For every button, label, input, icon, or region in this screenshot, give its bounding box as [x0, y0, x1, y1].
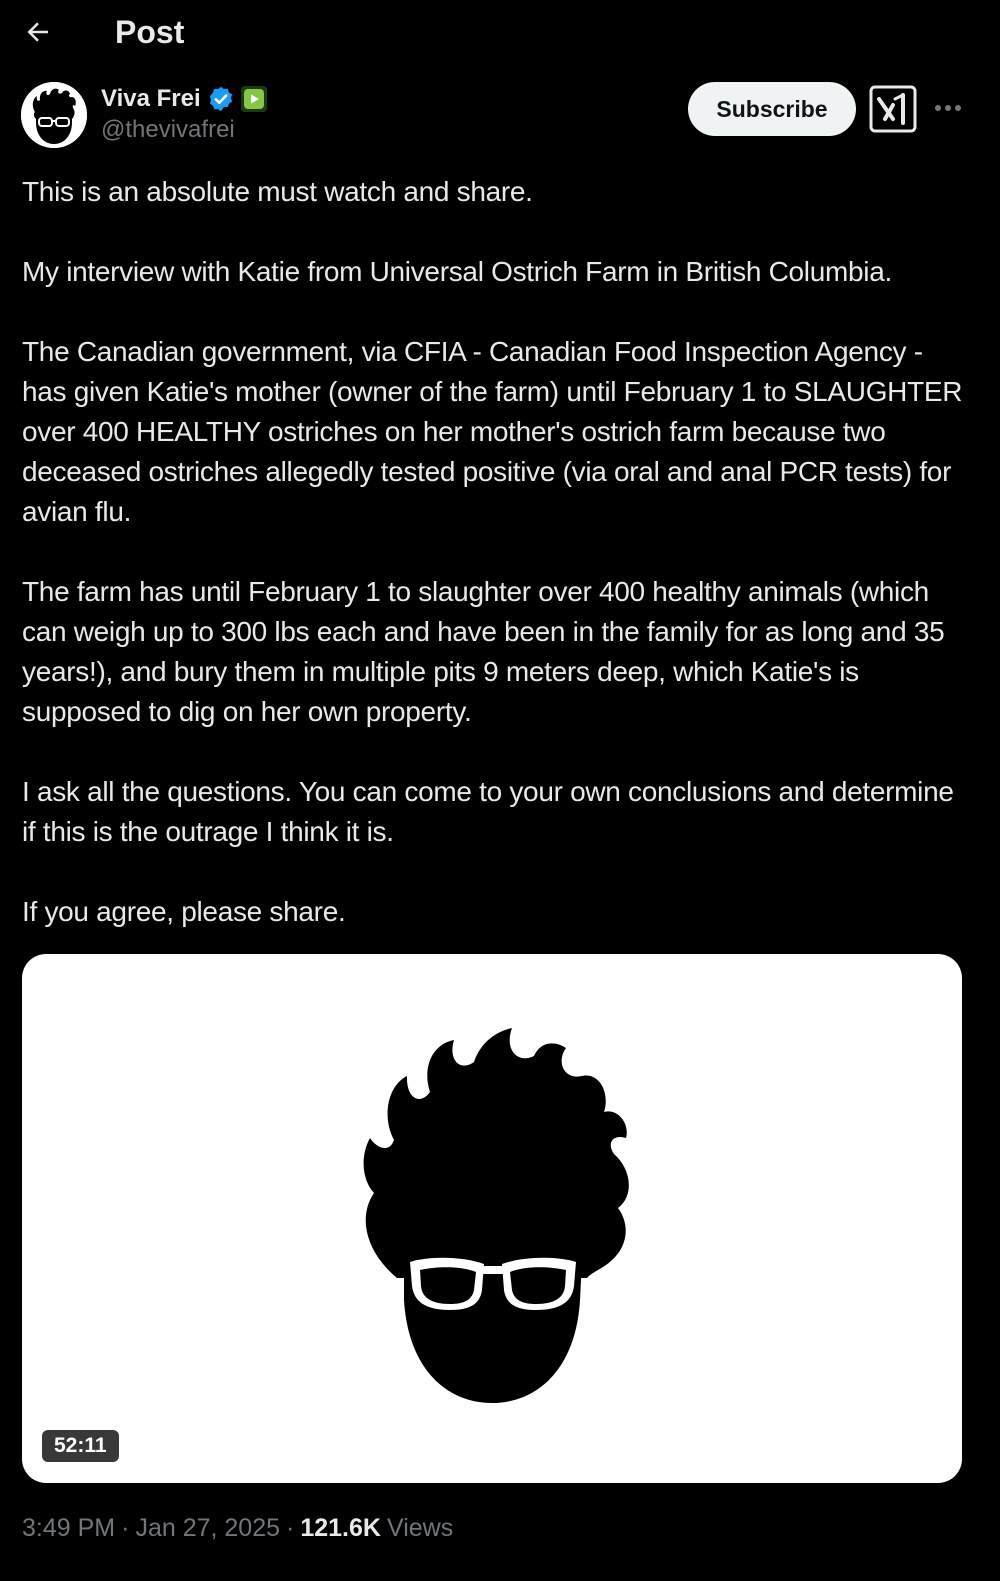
post-paragraph: This is an absolute must watch and share. — [22, 176, 533, 207]
top-bar — [0, 0, 1000, 64]
author-display-name[interactable]: Viva Frei — [101, 85, 201, 112]
video-player[interactable] — [22, 954, 962, 1483]
rumble-play-icon[interactable] — [241, 86, 267, 112]
arrow-left-icon — [23, 17, 53, 47]
post-time[interactable]: 3:49 PM — [22, 1514, 116, 1542]
post-metadata — [22, 1510, 453, 1546]
post-paragraph: The Canadian government, via CFIA - Canadian Food Inspection Agency - has given Katie's mother (owner of the farm) until February 1 to SLAUGHTER over 400 HEALTHY ostriches on her mother's ostrich farm because two deceased ostriches allegedly tested positive (via oral and anal PCR tests) for avian flu. — [22, 336, 963, 527]
post-paragraph: The farm has until February 1 to slaughter over 400 healthy animals (which can weigh up to 300 lbs each and have been in the family for as long and 35 years!), and bury them in multiple pits 9 meters deep, which Katie's is supposed to dig on her own property. — [22, 576, 945, 727]
video-thumbnail-silhouette-icon — [342, 1028, 642, 1408]
post-paragraph: If you agree, please share. — [22, 896, 346, 927]
avatar-silhouette-icon — [21, 82, 87, 148]
post-paragraph: I ask all the questions. You can come to your own conclusions and determine if this is the outrage I think it is. — [22, 776, 954, 847]
views-label: Views — [386, 1514, 454, 1542]
post-author-row — [0, 80, 1000, 152]
rumble-play-glyph-icon — [243, 88, 265, 110]
more-horizontal-icon — [934, 104, 962, 112]
verified-badge-icon — [207, 85, 235, 113]
more-options-button[interactable] — [928, 92, 968, 124]
meta-separator: · — [121, 1514, 130, 1542]
avatar[interactable] — [21, 82, 87, 148]
back-button[interactable] — [18, 12, 58, 52]
video-duration-badge: 52:11 — [42, 1430, 119, 1462]
views-count[interactable]: 121.6K — [300, 1514, 381, 1542]
author-name-line — [101, 82, 267, 116]
author-handle[interactable]: @thevivafrei — [101, 116, 235, 143]
subscribe-button[interactable]: Subscribe — [688, 82, 856, 136]
meta-separator: · — [286, 1514, 295, 1542]
page-title: Post — [115, 14, 185, 50]
grok-icon — [869, 85, 917, 133]
post-paragraph: My interview with Katie from Universal Ostrich Farm in British Columbia. — [22, 256, 892, 287]
post-date[interactable]: Jan 27, 2025 — [135, 1514, 281, 1542]
post-text — [22, 172, 967, 932]
grok-button[interactable] — [868, 84, 918, 134]
